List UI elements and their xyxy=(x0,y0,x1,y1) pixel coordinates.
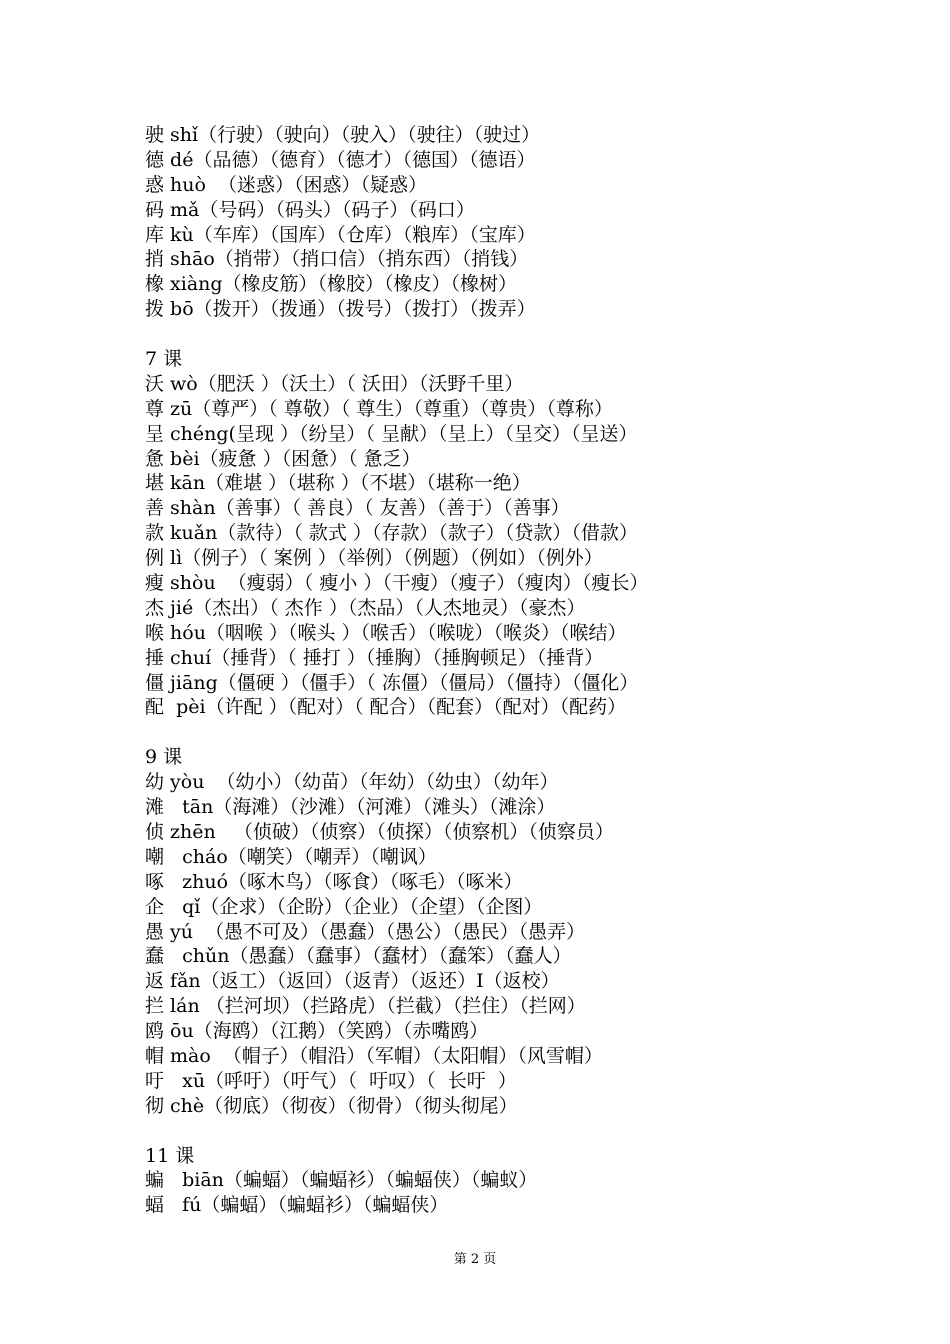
vocab-line: 吁 xū（呼吁）（吁气）（ 吁叹）（ 长吁 ） xyxy=(145,1069,517,1092)
vocab-section xyxy=(145,1144,925,1219)
vocab-line: 例 lì（例子）（ 案例 ）（举例）（例题）（例如）（例外） xyxy=(145,547,603,570)
vocab-line: 侦 zhēn （侦破）（侦察）（侦探）（侦察机）（侦察员） xyxy=(145,820,614,843)
vocab-line: 沃 wò（肥沃 ）（沃土）（ 沃田）（沃野千里） xyxy=(145,372,524,395)
vocab-line: 堪 kān（难堪 ）（堪称 ）（不堪）（堪称一绝） xyxy=(145,472,531,495)
vocab-section xyxy=(145,745,925,1118)
vocab-line: 喉 hóu（咽喉 ）（喉头 ）（喉舌）（喉咙）（喉炎）（喉结） xyxy=(145,621,627,644)
vocab-line: 拨 bō（拨开）（拨通）（拨号）（拨打）（拨弄） xyxy=(145,298,536,321)
vocab-line: 款 kuǎn（款待）（ 款式 ）（存款）（款子）（贷款）（借款） xyxy=(145,522,638,545)
vocab-section xyxy=(145,347,925,720)
vocab-line: 蠢 chǔn（愚蠢）（蠢事）（蠢材）（蠢笨）（蠢人） xyxy=(145,945,572,968)
vocab-line: 惑 huò （迷惑）（困惑）（疑惑） xyxy=(145,173,428,196)
vocab-line: 企 qǐ（企求）（企盼）（企业）（企望）（企图） xyxy=(145,895,543,918)
vocab-line: 捎 shāo（捎带）（捎口信）（捎东西）（捎钱） xyxy=(145,248,529,271)
vocab-line: 拦 lán （拦河坝）（拦路虎）（拦截）（拦住）（拦网） xyxy=(145,995,586,1018)
vocab-line: 德 dé（品德）（德育）（德才）（德国）（德语） xyxy=(145,148,536,171)
vocab-line: 鸥 ōu（海鸥）（江鹅）（笑鸥）（赤嘴鸥） xyxy=(145,1020,489,1043)
vocab-line: 橡 xiàng（橡皮筋）（橡胶）（橡皮）（橡树） xyxy=(145,273,518,296)
vocab-line: 蝠 fú（蝙蝠）（蝙蝠衫）（蝙蝠侠） xyxy=(145,1194,449,1217)
vocab-line: 杰 jié（杰出）（ 杰作 ）（杰品）（人杰地灵）（豪杰） xyxy=(145,596,586,619)
vocab-line: 驶 shǐ（行驶）（驶向）（驶入）（驶往）（驶过） xyxy=(145,124,541,146)
vocab-line: 惫 bèi（疲惫 ）（困惫）（ 惫乏） xyxy=(145,447,421,470)
vocab-line: 瘦 shòu （瘦弱）（ 瘦小 ）（干瘦）（瘦子）（瘦肉）（瘦长） xyxy=(145,572,649,595)
vocab-line: 捶 chuí（捶背）（ 捶打 ）（捶胸）（捶胸顿足）（捶背） xyxy=(145,646,604,669)
vocab-line: 蝙 biān（蝙蝠）（蝙蝠衫）（蝙蝠侠）（蝙蚁） xyxy=(145,1169,538,1192)
vocab-line: 啄 zhuó（啄木鸟）（啄食）（啄毛）（啄米） xyxy=(145,870,523,893)
vocab-line: 彻 chè（彻底）（彻夜）（彻骨）（彻头彻尾） xyxy=(145,1094,518,1117)
vocab-line: 库 kù（车库）（国库）（仓库）（粮库）（宝库） xyxy=(145,223,536,246)
vocab-line: 嘲 cháo（嘲笑）（嘲弄）（嘲讽） xyxy=(145,845,437,868)
vocabulary-page xyxy=(145,123,925,1218)
lesson-heading: 7 课 xyxy=(145,348,183,371)
page-number: 第 2 页 xyxy=(453,1252,497,1267)
vocab-line: 呈 chéng(呈现 ）（纷呈）（ 呈献）（呈上）（呈交）（呈送） xyxy=(145,422,638,445)
vocab-line: 僵 jiāng（僵硬 ）（僵手）（ 冻僵）（僵局）（僵持）（僵化） xyxy=(145,671,639,694)
vocab-line: 返 fǎn（返工）（返回）（返青）（返还）I（返校） xyxy=(145,970,560,993)
vocab-line: 尊 zū（尊严）（ 尊敬）（ 尊生）（尊重）（尊贵）（尊称） xyxy=(145,397,613,420)
vocab-line: 愚 yú （愚不可及）（愚蠢）（愚公）（愚民）（愚弄） xyxy=(145,920,586,943)
spacer xyxy=(145,720,925,745)
spacer xyxy=(145,322,925,347)
lesson-heading: 11 课 xyxy=(145,1144,195,1167)
vocab-line: 滩 tān（海滩）（沙滩）（河滩）（滩头）（滩涂） xyxy=(145,796,556,819)
vocab-line: 幼 yòu （幼小）（幼苗）（年幼）（幼虫）（幼年） xyxy=(145,771,559,794)
vocab-line: 善 shàn（善事）（ 善良）（ 友善）（善于）（善事） xyxy=(145,497,570,520)
lesson-heading: 9 课 xyxy=(145,746,183,769)
vocab-section xyxy=(145,123,925,322)
spacer xyxy=(145,1119,925,1144)
vocab-line: 帽 mào （帽子）（帽沿）（军帽）（太阳帽）（风雪帽） xyxy=(145,1044,603,1067)
vocab-line: 配 pèi（许配 ）（配对）（ 配合）（配套）（配对）（配药） xyxy=(145,696,627,719)
vocab-line: 码 mǎ（号码）（码头）（码子）（码口） xyxy=(145,198,475,221)
